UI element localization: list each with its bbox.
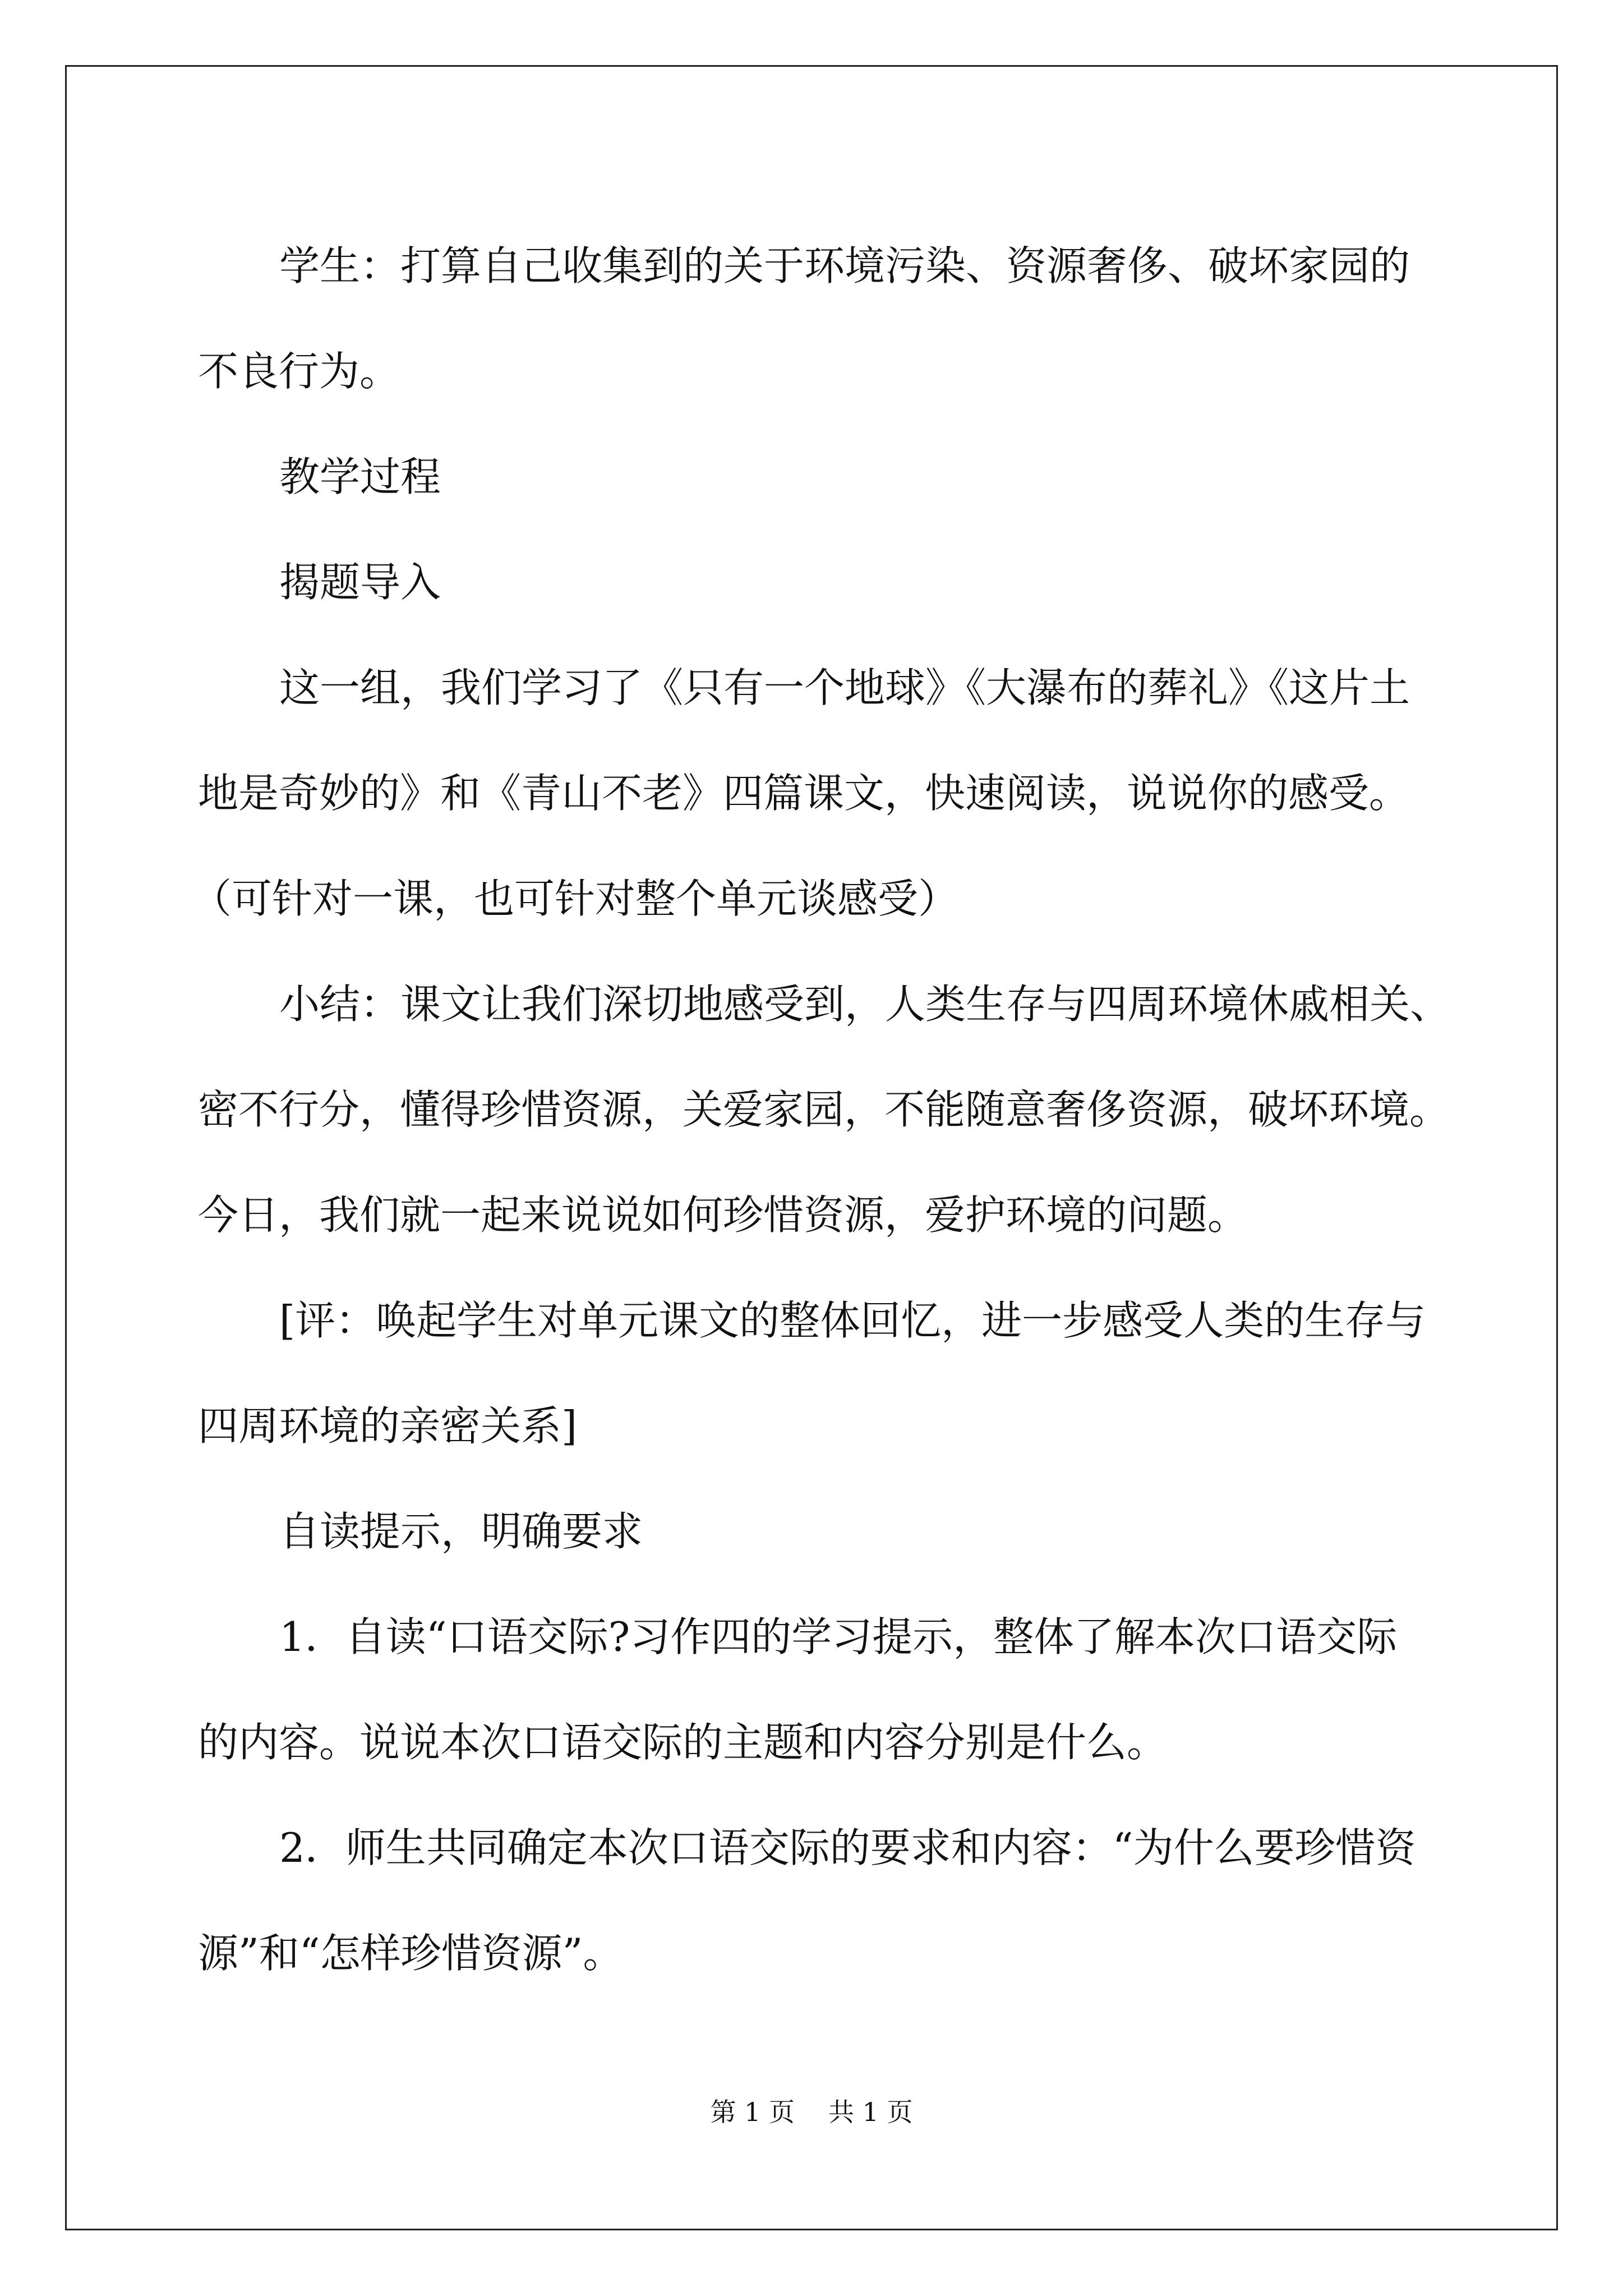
page-footer	[0, 2095, 1623, 2129]
text-line: 不良行为。	[198, 348, 400, 395]
heading-teaching-process	[198, 424, 1460, 530]
text-line: 地是奇妙的》和《青山不老》四篇课文，快速阅读，说说你的感受。	[198, 770, 1410, 817]
heading-introduction	[198, 530, 1460, 635]
text-line: 这一组，我们学习了《只有一个地球》《大瀑布的葬礼》《这片土	[279, 664, 1410, 711]
text-line: 四周环境的亲密关系]	[198, 1402, 578, 1450]
text-line: 小结：课文让我们深切地感受到，人类生存与四周环境休戚相关、	[279, 981, 1451, 1028]
text-line: 今日，我们就一起来说说如何珍惜资源，爱护环境的问题。	[198, 1191, 1248, 1239]
text-line: 学生：打算自己收集到的关于环境污染、资源奢侈、破坏家园的	[279, 242, 1410, 289]
page-number: 第 1 页	[710, 2097, 795, 2127]
text-line: （可针对一课，也可针对整个单元谈感受）	[191, 875, 959, 922]
paragraph-commentary	[198, 1268, 1460, 1479]
document-body	[191, 213, 1460, 2006]
list-item-2	[198, 1795, 1460, 2006]
paragraph-unit-review	[191, 635, 1460, 951]
text-line: 1．自读“口语交际?习作四的学习提示，整体了解本次口语交际	[279, 1613, 1398, 1660]
page-total: 共 1 页	[828, 2097, 913, 2127]
text-line: 密不行分，懂得珍惜资源，关爱家园，不能随意奢侈资源，破坏环境。	[198, 1086, 1450, 1133]
heading-reading-prompt	[198, 1479, 1460, 1584]
text-line: 源”和“怎样珍惜资源”。	[198, 1930, 624, 1977]
text-line: 自读提示，明确要求	[279, 1508, 643, 1555]
text-line: 2．师生共同确定本次口语交际的要求和内容：“为什么要珍惜资	[279, 1824, 1416, 1871]
list-item-1	[198, 1584, 1460, 1795]
text-line: [评：唤起学生对单元课文的整体回忆，进一步感受人类的生存与	[279, 1297, 1426, 1344]
text-line: 揭题导入	[279, 559, 441, 606]
text-line: 教学过程	[279, 453, 441, 500]
paragraph-student-prep	[198, 213, 1460, 424]
paragraph-summary	[198, 951, 1460, 1268]
text-line: 的内容。说说本次口语交际的主题和内容分别是什么。	[198, 1719, 1168, 1766]
